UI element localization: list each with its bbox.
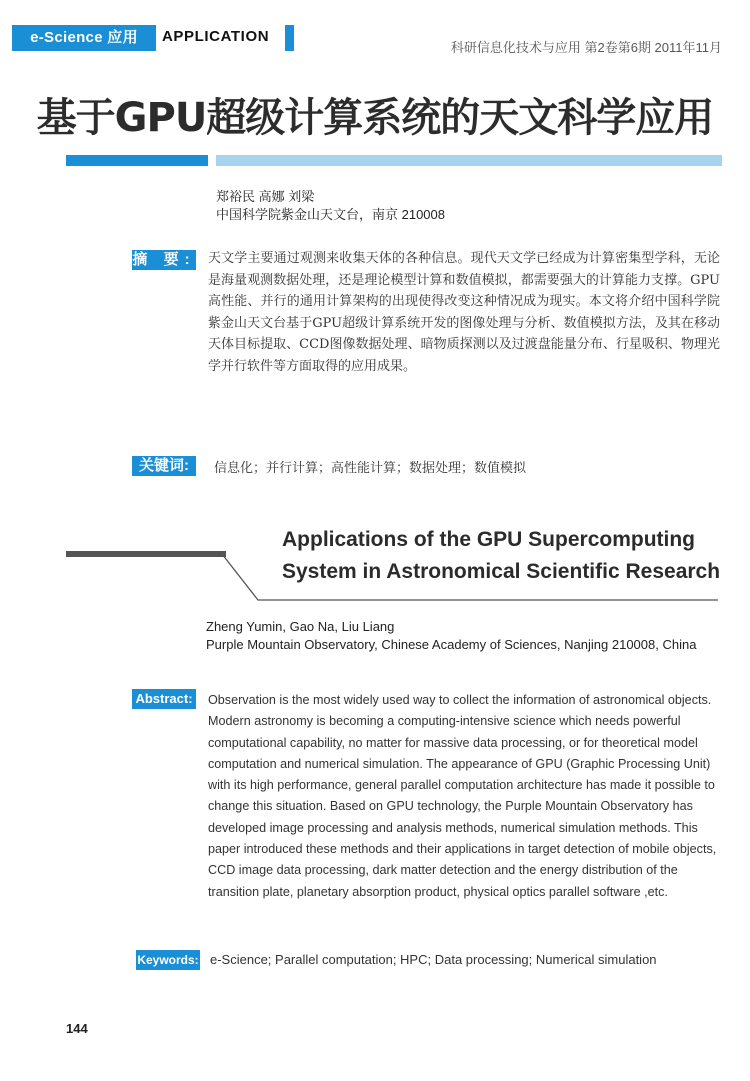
section-tag: e-Science 应用: [12, 25, 156, 51]
keywords-en-label: Keywords:: [136, 950, 200, 970]
title-divider-right: [216, 155, 722, 166]
page-number: 144: [66, 1021, 88, 1036]
authors-en: Zheng Yumin, Gao Na, Liu Liang: [206, 619, 395, 634]
keywords-en-text: e-Science; Parallel computation; HPC; Data processing; Numerical simulation: [210, 952, 657, 967]
paper-title-en: [282, 524, 732, 588]
affiliation-en: Purple Mountain Observatory, Chinese Academy of Sciences, Nanjing 210008, China: [206, 637, 697, 652]
section-title: APPLICATION: [162, 28, 270, 45]
journal-info: 科研信息化技术与应用 第2卷第6期 2011年11月: [450, 40, 722, 55]
paper-title-cn: 基于GPU超级计算系统的天文科学应用: [36, 95, 714, 141]
abstract-en-label: Abstract:: [132, 689, 196, 709]
authors-cn: 郑裕民 高娜 刘梁: [216, 189, 315, 204]
keywords-cn-text: 信息化；并行计算；高性能计算；数据处理；数值模拟: [214, 461, 527, 476]
affiliation-cn: 中国科学院紫金山天文台，南京 210008: [216, 207, 445, 222]
title-en-line2: System in Astronomical Scientific Research: [282, 560, 721, 583]
abstract-cn-text: 天文学主要通过观测来收集天体的各种信息。现代天文学已经成为计算密集型学科，无论是海量观测数据处理，还是理论模型计算和数值模拟，都需要强大的计算能力支撑。GPU高性能、并行的通用计算架构的出现使得改变这种情况成为现实。本文将介绍中国科学院紫金山天文台基于GPU超级计算系统开发的图像处理与分析、数值模拟方法，及其在移动天体目标提取、CCD图像数据处理、暗物质探测以及过渡盘能量分布、行星吸积、物理光学并行软件等方面取得的应用成果。: [208, 251, 720, 374]
abstract-cn-label: 摘 要:: [132, 251, 196, 268]
abstract-en-text: Observation is the most widely used way to collect the information of astronomical objects. Modern astronomy is becoming a computing-intensive science which needs powerful computational capability, no matter for massive data processing, or for theoretical model computation and numerical simulation. The appearance of GPU (Graphic Processing Unit) with its high performance, general parallel computation architecture has made it possible to change this situation. Based on GPU technology, the Purple Mountain Observatory has developed image processing and analysis methods, numerical simulation methods. This paper introduced these methods and their applications in target detection of mobile objects, CCD image data processing, dark matter detection and the energy distribution of the transition plate, planetary absorption product, physical optics parallel software ,etc.: [208, 693, 717, 899]
keywords-cn-label: 关键词:: [132, 456, 196, 476]
title-divider-left: [66, 155, 208, 166]
title-en-line1: Applications of the GPU Supercomputing: [282, 528, 696, 551]
header-accent-bar: [285, 25, 294, 51]
